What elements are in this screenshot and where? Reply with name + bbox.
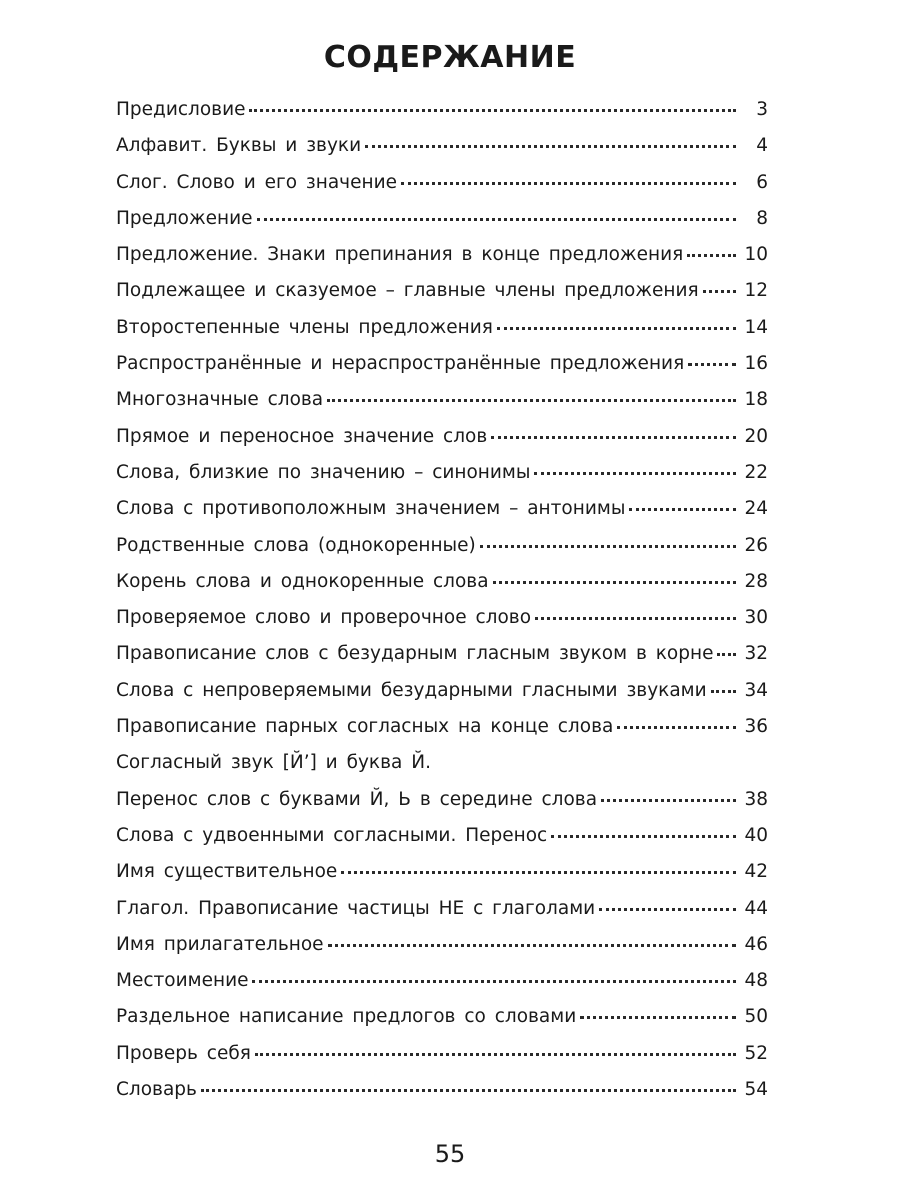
toc-entry-page: 16 [744,353,768,375]
dot-leader [480,545,736,548]
dot-leader [257,218,736,221]
dot-leader [534,472,736,475]
dot-leader [493,581,736,584]
toc-entry-page: 32 [744,643,768,665]
toc-entry-title: Корень слова и однокоренные слова [116,570,489,592]
toc-entry [116,92,768,128]
toc-entry [116,346,768,382]
dot-leader [703,290,736,293]
toc-entry-page: 8 [756,207,768,229]
toc-entry [116,382,768,418]
dot-leader [255,1053,736,1056]
toc-entry-title: Распространённые и нераспространённые предложения [116,353,685,375]
toc-entry-title: Проверь себя [116,1042,251,1064]
dot-leader [328,944,736,947]
dot-leader [497,327,736,330]
toc-entry [116,999,768,1035]
dot-leader [580,1016,736,1019]
dot-leader [252,980,736,983]
toc-entry [116,963,768,999]
toc-entry-title: Словарь [116,1079,197,1101]
toc-entry-page: 28 [744,570,768,592]
toc-entry [116,1072,768,1108]
toc-entry-page: 40 [744,824,768,846]
toc-entry-title: Перенос слов с буквами Й, Ь в середине слова [116,788,598,810]
toc-entry [116,818,768,854]
toc-entry [116,128,768,164]
toc-entry [116,782,768,818]
toc-entry-title: Подлежащее и сказуемое – главные члены предложения [116,280,699,302]
toc-entry [116,528,768,564]
dot-leader [711,690,736,693]
toc-entry-page: 10 [744,244,768,266]
toc-entry-title: Местоимение [116,970,249,992]
toc-entry [116,891,768,927]
toc-entry-page: 44 [744,897,768,919]
table-of-contents [116,92,768,1108]
toc-entry-title: Глагол. Правописание частицы НЕ с глаголами [116,897,596,919]
dot-leader [599,908,736,911]
toc-entry-page: 20 [744,425,768,447]
dot-leader [341,871,736,874]
toc-entry [116,927,768,963]
toc-entry-page: 46 [744,933,768,955]
toc-entry-title: Проверяемое слово и проверочное слово [116,607,532,629]
toc-entry-page: 36 [744,716,768,738]
toc-entry-page: 52 [744,1042,768,1064]
dot-leader [201,1089,736,1092]
toc-entry-title: Второстепенные члены предложения [116,316,493,338]
toc-entry [116,165,768,201]
toc-entry-title: Прямое и переносное значение слов [116,425,488,447]
toc-entry [116,419,768,455]
toc-entry-page: 26 [744,534,768,556]
dot-leader [617,726,736,729]
dot-leader [551,835,736,838]
toc-entry [116,273,768,309]
dot-leader [688,363,736,366]
toc-entry-title: Многозначные слова [116,389,324,411]
toc-entry-title: Правописание слов с безударным гласным звуком в корне [116,643,714,665]
dot-leader [717,653,736,656]
toc-entry-page: 30 [744,607,768,629]
dot-leader [249,109,736,112]
page-title: СОДЕРЖАНИЕ [323,40,577,75]
toc-entry-title: Алфавит. Буквы и звуки [116,135,362,157]
toc-entry-page: 50 [744,1006,768,1028]
toc-entry [116,201,768,237]
toc-entry-page: 14 [744,316,768,338]
dot-leader [401,182,736,185]
toc-entry-page: 42 [744,861,768,883]
toc-entry [116,237,768,273]
toc-entry [116,673,768,709]
page-number: 55 [434,1140,466,1168]
toc-entry-title: Имя существительное [116,861,338,883]
toc-entry-page: 18 [744,389,768,411]
toc-entry-page: 12 [744,280,768,302]
toc-entry-title: Правописание парных согласных на конце слова [116,716,614,738]
toc-entry [116,854,768,890]
toc-entry-title: Согласный звук [Й’] и буква Й. [116,752,431,774]
toc-entry-title: Слова с противоположным значением – антонимы [116,498,626,520]
toc-entry [116,636,768,672]
toc-entry-title: Раздельное написание предлогов со словами [116,1006,577,1028]
dot-leader [687,254,736,257]
dot-leader [491,436,736,439]
toc-entry-title: Предложение [116,207,253,229]
toc-entry-page: 34 [744,679,768,701]
toc-entry-title: Имя прилагательное [116,933,324,955]
toc-entry-title: Слова с удвоенными согласными. Перенос [116,824,548,846]
toc-entry-page: 24 [744,498,768,520]
toc-entry-title: Слова, близкие по значению – синонимы [116,461,531,483]
toc-entry-title: Предисловие [116,99,246,120]
toc-entry-title: Слова с непроверяемыми безударными гласными звуками [116,679,707,701]
toc-entry [116,564,768,600]
toc-entry [116,310,768,346]
toc-entry-page: 54 [744,1079,768,1101]
dot-leader [535,617,736,620]
toc-entry-title: Родственные слова (однокоренные) [116,534,476,556]
toc-entry-page: 3 [756,99,768,120]
toc-entry [116,455,768,491]
toc-entry-page: 38 [744,788,768,810]
dot-leader [365,145,736,148]
dot-leader [327,399,736,402]
toc-entry-page: 22 [744,461,768,483]
toc-entry [116,745,768,781]
dot-leader [629,508,736,511]
dot-leader [601,799,736,802]
toc-entry-page: 4 [756,135,768,157]
toc-entry-title: Слог. Слово и его значение [116,171,397,193]
toc-entry [116,600,768,636]
toc-entry-title: Предложение. Знаки препинания в конце предложения [116,244,684,266]
toc-entry [116,491,768,527]
toc-entry [116,1036,768,1072]
toc-entry-page: 48 [744,970,768,992]
toc-entry [116,709,768,745]
toc-entry-page: 6 [756,171,768,193]
